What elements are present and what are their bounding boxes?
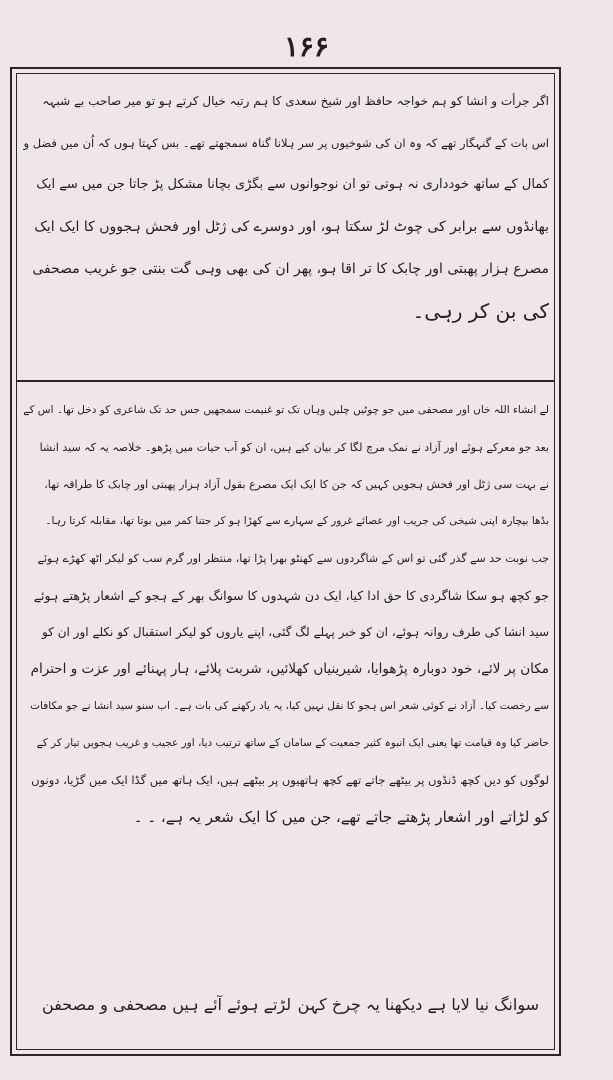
footnote-line: جو کچھ ہو سکا شاگردی کا حق ادا کیا، ایک دن شہدوں کا سوانگ بھر کے ہجو کے اشعار پڑھتے ہوئے	[33, 588, 549, 603]
main-text-line: اس بات کے گنہگار تھے کہ وہ ان کی شوخیوں پر سر ہلانا گناہ سمجھتے تھے۔ بس کہتا ہوں کہ اُن میں فضل و	[23, 136, 549, 150]
page-number: ۱۶۶	[283, 30, 330, 63]
footnote-line: مکان پر لائے، خود دوبارہ پڑھوایا، شیرینیاں کھلائیں، شربت پلائے، ہار پہنائے اور عزت و احترام	[30, 661, 549, 677]
main-text-line: مصرع ہزار پھبتی اور چابک کا تر اقا ہو، پھر ان کی بھی وہی گت بنتی جو غریب مصحفی	[32, 261, 549, 277]
footnote-line: سے رخصت کیا۔ آزاد نے کوئی شعر اس ہجو کا نقل نہیں کیا، یہ یاد رکھنے کی بات ہے۔ اب سنو سید انشا نے جو مکافات	[30, 700, 549, 712]
footnote-line: سید انشا کی طرف روانہ ہوئے، ان کو خبر پہلے لگ گئی، اپنے یاروں کو لیکر استقبال کو نکلے اور ان کو	[41, 625, 549, 639]
footnote-line: حاضر کیا وہ قیامت تھا یعنی ایک انبوہ کثیر جمعیت کے سامان کے ساتھ ترتیب دیا، اور عجیب و غریب ہجویں تیار کر کے	[36, 737, 549, 749]
main-paragraph	[22, 80, 549, 375]
footnote-line: لوگوں کو دیں کچھ ڈنڈوں پر بیٹھے جاتے تھے کچھ ہاتھیوں پر بیٹھے ہیں، ایک ہاتھ میں گڈا ایک میں گڑیا، دونوں	[31, 773, 549, 787]
main-text-line: اگر جرأت و انشا کو ہم خواجہ حافظ اور شیخ سعدی کا ہم رتبہ خیال کرتے ہو تو میر صاحب بے شبہہ	[42, 94, 549, 108]
footnote-line: بعد جو معرکے ہوئے اور آزاد نے نمک مرچ لگا کر بیان کیے ہیں، ان کو آب حیات میں پڑھو۔ خلاصہ یہ کہ سید انشا	[39, 441, 549, 454]
main-text-line: بھانڈوں سے برابر کی چوٹ لڑ سکتا ہو، اور دوسرے کی ژٹل اور فحش ہجووں کا ایک ایک	[34, 219, 549, 235]
footnote	[22, 392, 549, 980]
main-text-line: کی بن کر رہی۔	[412, 299, 549, 323]
footnote-line: کو لڑاتے اور اشعار پڑھتے جاتے تھے، جن میں کا ایک شعر یہ ہے، ۔ ۔	[133, 808, 549, 826]
verse-second-hemistich: لڑتے ہوئے آئے ہیں مصحفی و مصحفن	[42, 995, 292, 1014]
main-text-line: کمال کے ساتھ خودداری نہ ہوتی تو ان نوجوانوں سے بگڑی بچانا مشکل پڑ جاتا جن میں سے ایک	[36, 177, 549, 192]
footnote-line: نے بہت سی ژٹل اور فحش ہجویں کہیں کہ جن کا ایک ایک مصرع بقول آزاد ہزار پھبتی اور چابک کا طراقہ تھا،	[44, 478, 549, 491]
verse-couplet	[22, 980, 549, 1040]
verse-first-hemistich: سوانگ نیا لایا ہے دیکھنا یہ چرخ کہن	[297, 995, 539, 1014]
footnote-line: بڈھا بیچارہ اپنی شیخی کی جریب اور عصائے غرور کے سہارے سے کھڑا ہو کر جتنا کمر میں بوتا تھا، مقابلہ کرتا رہا۔	[45, 515, 549, 527]
footnote-divider	[16, 380, 555, 382]
footnote-line: جب نوبت حد سے گذر گئی تو اس کے شاگردوں سے کھنٹو بھرا پڑا تھا، منتظر اور گرم سب کو لیکر اٹھ کھڑے ہوئے	[37, 552, 549, 565]
footnote-line: لے انشاء اللہ خاں اور مصحفی میں جو چوٹیں چلیں وہاں تک تو غنیمت سمجھیں جس حد تک شاعری کو دخل تھا۔ اس کے	[23, 404, 549, 416]
